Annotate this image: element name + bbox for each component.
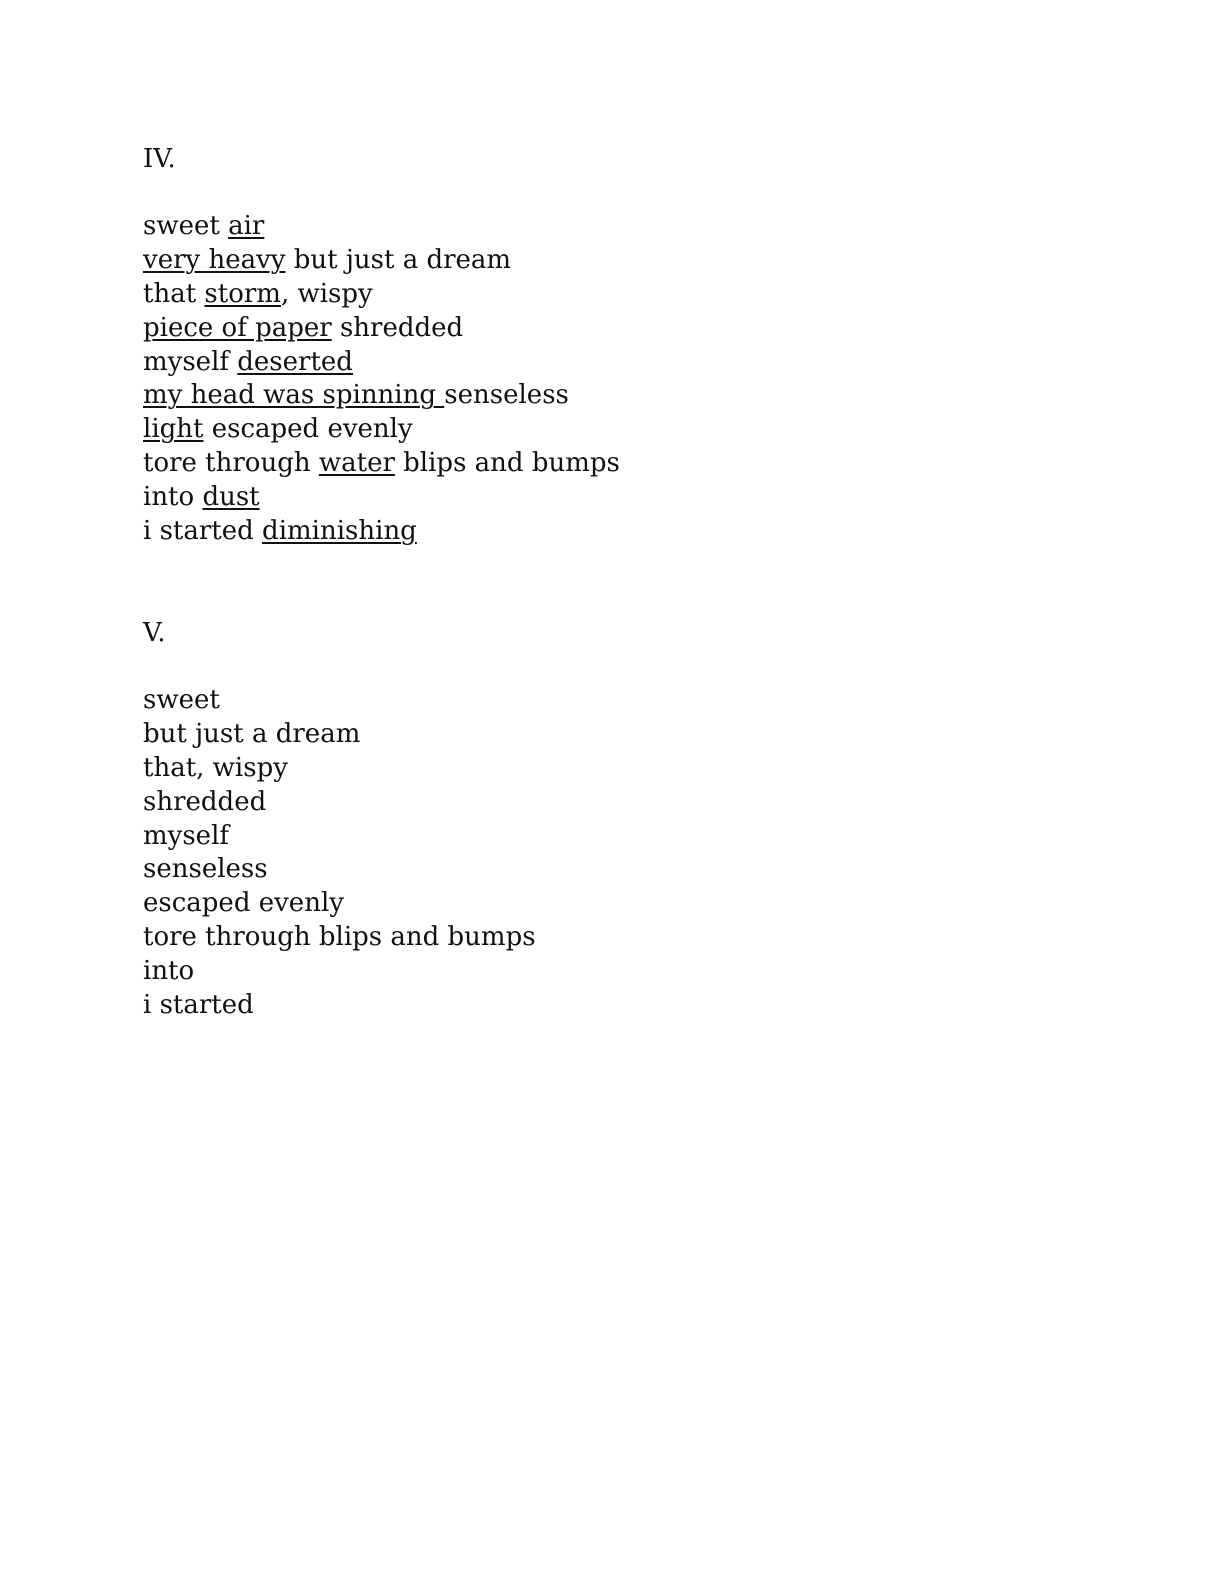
poem-line	[143, 820, 536, 854]
stanza	[143, 684, 536, 1023]
poem-line	[143, 244, 620, 278]
line-text: but just a dream	[285, 244, 512, 275]
stanza	[143, 210, 620, 549]
line-text: tore through	[143, 448, 319, 479]
underlined-phrase: water	[318, 448, 395, 479]
underlined-phrase: dust	[202, 482, 260, 513]
poem-line	[143, 346, 620, 380]
line-text: senseless	[143, 854, 268, 885]
poem-line	[143, 853, 536, 887]
line-text: into	[143, 482, 203, 513]
section-heading: IV.	[143, 144, 176, 174]
underlined-phrase: my head was spinning	[143, 380, 445, 411]
underlined-phrase: very heavy	[143, 244, 286, 275]
poem-line	[143, 413, 620, 447]
poem-line	[143, 278, 620, 312]
poem-line	[143, 515, 620, 549]
poem-line	[143, 447, 620, 481]
poem-line	[143, 752, 536, 786]
underlined-phrase: air	[228, 211, 265, 241]
line-text: myself	[143, 346, 238, 377]
poem-line	[143, 887, 536, 921]
line-text: but just a dream	[143, 718, 361, 749]
underlined-phrase: diminishing	[262, 516, 417, 547]
poem-line	[143, 718, 536, 752]
line-text: senseless	[444, 380, 569, 411]
line-text: blips and bumps	[394, 448, 620, 479]
underlined-phrase: storm	[204, 278, 281, 309]
section-heading: V.	[143, 618, 166, 648]
section-iv	[143, 142, 620, 549]
poem-line	[143, 955, 536, 989]
poem-line	[143, 210, 620, 244]
poem-line	[143, 989, 536, 1023]
line-text: i started	[143, 990, 254, 1021]
line-text: sweet	[143, 685, 220, 715]
line-text: tore through blips and bumps	[143, 922, 536, 953]
section-v	[143, 616, 536, 1023]
poem-line	[143, 684, 536, 718]
underlined-phrase: piece of paper	[143, 312, 332, 343]
line-text: escaped evenly	[143, 888, 344, 919]
line-text: escaped evenly	[203, 414, 413, 445]
line-text: that, wispy	[143, 752, 288, 783]
poem-line	[143, 786, 536, 820]
line-text: that	[143, 278, 205, 309]
line-text: shredded	[143, 786, 267, 817]
line-text: shredded	[331, 312, 464, 343]
poem-line	[143, 379, 620, 413]
line-text: into	[143, 956, 195, 987]
line-text: , wispy	[280, 278, 373, 309]
line-text: i started	[143, 516, 263, 547]
poem-line	[143, 481, 620, 515]
line-text: sweet	[143, 211, 229, 241]
poem-line	[143, 921, 536, 955]
poem-line	[143, 312, 620, 346]
underlined-phrase: deserted	[237, 346, 353, 377]
underlined-phrase: light	[143, 414, 204, 445]
line-text: myself	[143, 820, 230, 851]
